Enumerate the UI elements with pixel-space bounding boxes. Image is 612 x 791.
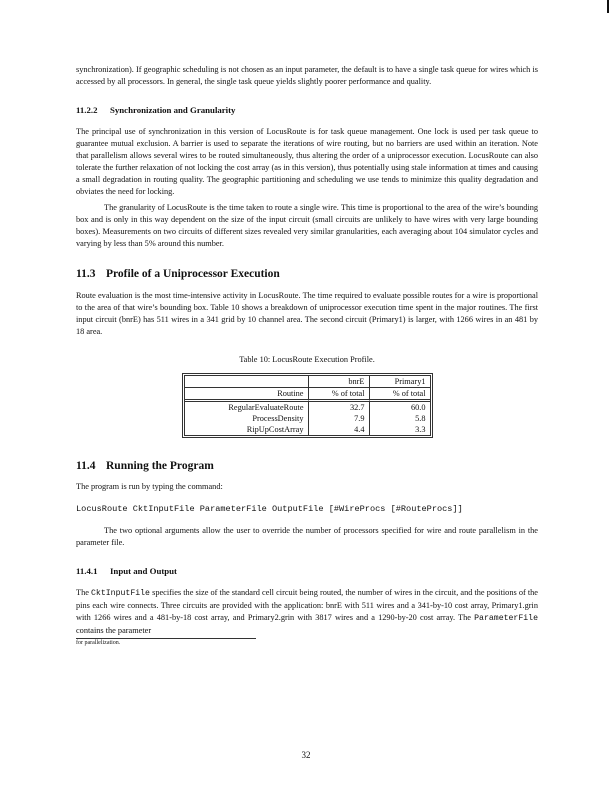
value-cell: 7.9 [309,413,370,424]
section-number: 11.2.2 [76,105,98,115]
section-heading-11-4-1 [76,565,538,577]
value-cell: 4.4 [309,424,370,435]
page-number: 32 [301,750,311,760]
optional-args-paragraph: The two optional arguments allow the user to override the number of processors specified for wire and route parallelism in the parameter file. [76,526,538,547]
sync-paragraph: The principal use of synchronization in this version of LocusRoute is for task queue management. One lock is used per task queue to guarantee mutual exclusion. A barrier is used to separate the iterations of wire routing, but no barriers are used within an iteration. Note that parallelism allows several wires to be routed simultaneously, thus altering the order of a uniprocessor execution. LocusRoute can also tolerate the further relaxation of not locking the cost array (as in this version), thus potentially using stale information at times and causing a small degradation in routing quality. The geographic partitioning and scheduling we use tends to minimize this quality degradation and obviates the need for locking. [76,127,538,196]
code-parameter-file: ParameterFile [474,614,538,623]
section-heading-11-4 [76,460,538,472]
table-header-cell: Routine [185,388,309,402]
table-header-cell: % of total [309,388,370,402]
section-title: Input and Output [110,566,177,576]
section-title: Profile of a Uniprocessor Execution [106,268,280,280]
routine-cell: RipUpCostArray [185,424,309,435]
table-header-cell: bnrE [309,376,370,388]
profile-paragraph: Route evaluation is the most time-intensive activity in LocusRoute. The time required to evaluate possible routes for a wire is proportional to the area of that wire’s bounding box. Table 10 shows a breakdown of uniprocessor execution time spent in the major routines. The first input circuit (bnrE) has 511 wires in a 341 grid by 10 channel area. The second circuit (Primary1) is larger, with 1266 wires in an 481 by 18 area. [76,291,538,336]
table-row [185,424,430,435]
command-line: LocusRoute CktInputFile ParameterFile OutputFile [#WireProcs [#RouteProcs]] [76,504,463,514]
text-run: specifies the size of the standard cell circuit being routed, the number of wires in the circuit, and the positions of the pins each wire connects. Three circuits are provided with the application: bnrE with 511 wires and a 341-by-10 cost array, Primary1.grin with 1266 wires and a 481-by-18 cost array, and Primary2.grin with 3817 wires and a 1290-by-20 cost array. The [76,588,538,622]
intro-paragraph: synchronization). If geographic scheduling is not chosen as an input parameter, the default is to have a single task queue for wires which is accessed by all processors. In general, the single task queue yields slightly poorer performance and quality. [76,65,538,86]
granularity-paragraph: The granularity of LocusRoute is the time taken to route a single wire. This time is proportional to the area of the wire’s bounding box and is only in this way dependent on the size of the input circuit (small circuits are unlikely to have wires with very large bounding boxes). Measurements on two circuits of different sizes revealed very similar granularities, each averaging about 104 simulator cycles and varying by less than 5% around this number. [76,203,538,248]
execution-profile-table [182,373,433,438]
section-number: 11.4.1 [76,566,98,576]
section-number: 11.3 [76,268,96,280]
section-heading-11-2-2 [76,104,538,116]
scan-crop-mark [607,0,609,13]
value-cell: 3.3 [415,425,426,434]
table-row [185,402,430,413]
input-output-paragraph [76,587,538,637]
routine-cell: RegularEvaluateRoute [185,402,309,413]
value-cell: 5.8 [415,414,426,423]
section-title: Running the Program [106,460,214,472]
run-intro: The program is run by typing the command: [76,482,223,491]
table-caption: Table 10: LocusRoute Execution Profile. [239,355,375,364]
table-header-row [185,376,430,388]
value-cell: 32.7 [309,402,370,413]
footnote: for parallelization. [76,640,121,646]
section-heading-11-3 [76,268,538,280]
section-title: Synchronization and Granularity [110,105,236,115]
table-header-cell: % of total [370,388,430,402]
table-row [185,413,430,424]
code-ckt-input-file: CktInputFile [91,589,150,598]
routine-cell: ProcessDensity [185,413,309,424]
table-header-cell: Primary1 [370,376,430,388]
table-header-cell [185,376,309,388]
value-cell: 60.0 [410,403,426,412]
section-number: 11.4 [76,460,96,472]
table-header-row [185,388,430,402]
text-run: contains the parameter [76,626,152,635]
document-page [76,64,538,648]
text-run: The [76,588,92,597]
